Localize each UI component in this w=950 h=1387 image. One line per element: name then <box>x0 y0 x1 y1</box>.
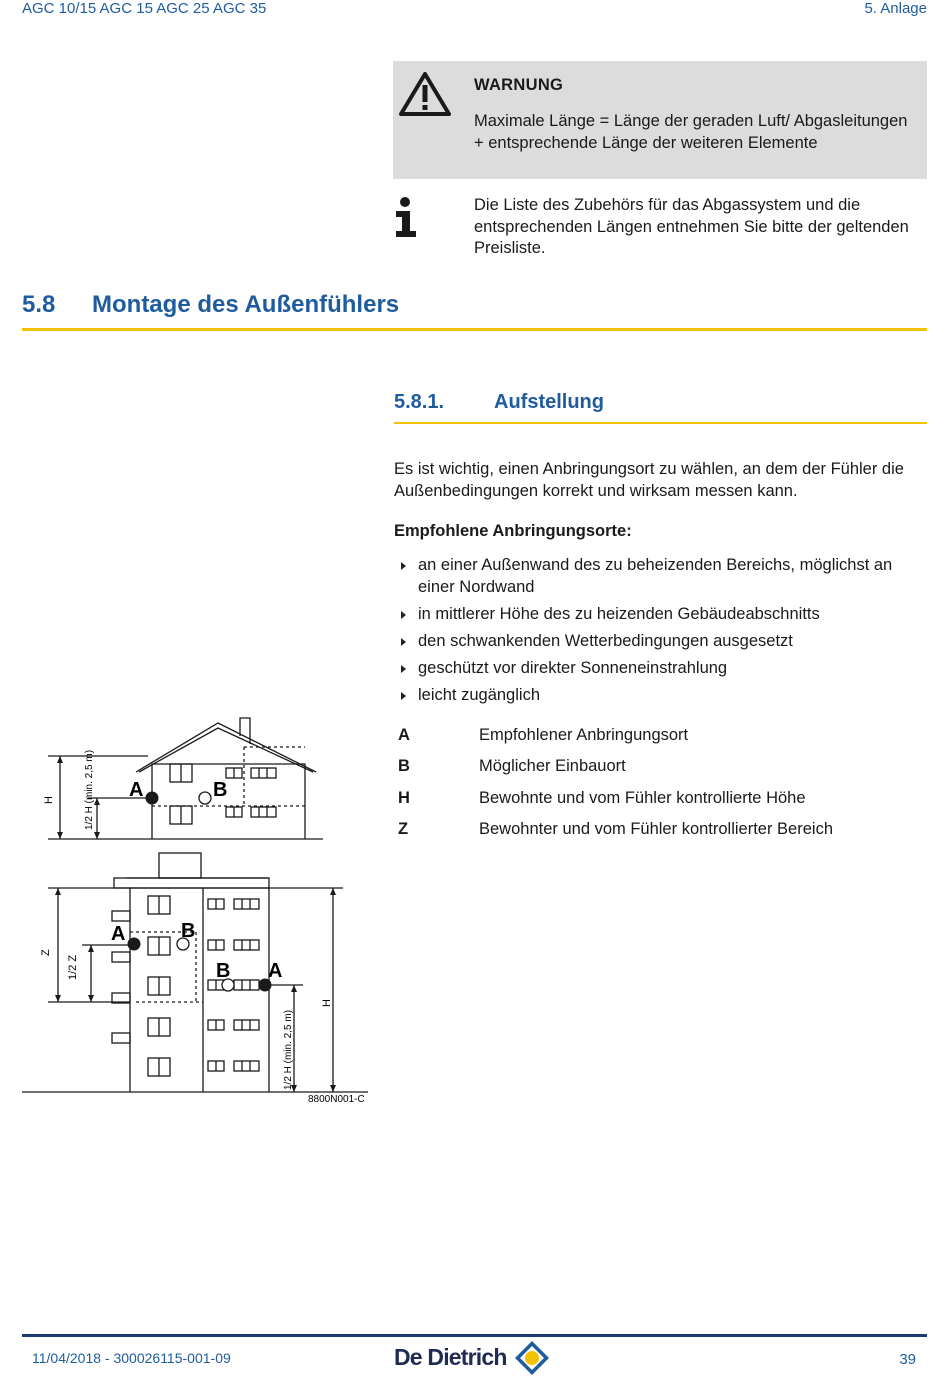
legend-row: H Bewohnte und vom Fühler kontrollierte Höhe <box>398 788 806 807</box>
legend-row: A Empfohlener Anbringungsort <box>398 726 689 744</box>
subsection-number: 5.8.1. <box>394 391 445 413</box>
bullet-arrow-icon <box>401 638 406 646</box>
warning-box <box>393 61 927 179</box>
label-a: A <box>268 960 283 982</box>
recommended-heading: Empfohlene Anbringungsorte: <box>394 522 632 540</box>
legend <box>394 726 924 851</box>
footer-rule <box>22 1334 927 1337</box>
info-text: Die Liste des Zubehörs für das Abgassystem und die entsprechenden Längen entnehmen Sie bitte der geltenden Preisliste. <box>474 196 909 257</box>
half-height-label: 1/2 H (min. 2,5 m) <box>84 749 95 830</box>
height-label: H <box>321 999 333 1007</box>
intro-paragraph: Es ist wichtig, einen Anbringungsort zu wählen, an dem der Fühler die Außenbedingungen korrekt und wirksam messen kann. <box>394 460 904 500</box>
warning-triangle-icon <box>399 71 451 117</box>
brand-name: De Dietrich <box>394 1344 507 1370</box>
legend-row: Z Bewohnter und vom Fühler kontrollierter Bereich <box>398 819 834 838</box>
warning-title: WARNUNG <box>474 76 564 94</box>
info-icon <box>394 196 418 238</box>
zone-label: Z <box>40 949 52 956</box>
page-number: 39 <box>899 1351 916 1368</box>
list-item: den schwankenden Wetterbedingungen ausgesetzt <box>394 631 930 653</box>
legend-row: B Möglicher Einbauort <box>398 757 626 776</box>
figure-code: 8800N001-C <box>308 1094 365 1105</box>
list-item: leicht zugänglich <box>394 685 930 707</box>
label-a: A <box>111 923 126 945</box>
half-zone-label: 1/2 Z <box>67 954 79 980</box>
chapter-title: 5. Anlage <box>864 0 927 17</box>
section-title: Montage des Außenfühlers <box>92 291 400 318</box>
list-item: in mittlerer Höhe des zu heizenden Gebäudeabschnitts <box>394 604 930 626</box>
section-number: 5.8 <box>22 291 56 318</box>
document-reference: 11/04/2018 - 300026115-001-09 <box>32 1350 231 1366</box>
brand-diamond-icon <box>514 1340 550 1376</box>
bullet-arrow-icon <box>401 562 406 570</box>
bullet-arrow-icon <box>401 611 406 619</box>
bullet-arrow-icon <box>401 692 406 700</box>
list-item: an einer Außenwand des zu beheizenden Bereichs, möglichst an einer Nordwand <box>394 555 930 598</box>
subsection-title: Aufstellung <box>494 391 604 413</box>
height-label: H <box>43 796 55 804</box>
document-models: AGC 10/15 AGC 15 AGC 25 AGC 35 <box>22 0 267 17</box>
label-b: B <box>216 960 231 982</box>
brand-logo <box>394 1340 564 1376</box>
half-height-label: 1/2 H (min. 2,5 m) <box>283 1009 294 1090</box>
subsection-rule <box>394 422 927 424</box>
recommended-list <box>394 555 930 712</box>
label-b: B <box>213 779 228 801</box>
list-item: geschützt vor direkter Sonneneinstrahlung <box>394 658 930 680</box>
sensor-placement-diagram <box>18 712 378 1112</box>
section-rule <box>22 328 927 331</box>
label-a: A <box>129 779 144 801</box>
label-b: B <box>181 920 196 942</box>
bullet-arrow-icon <box>401 665 406 673</box>
warning-text: Maximale Länge = Länge der geraden Luft/ Abgasleitungen + entsprechende Länge der weiteren Elemente <box>474 112 908 152</box>
